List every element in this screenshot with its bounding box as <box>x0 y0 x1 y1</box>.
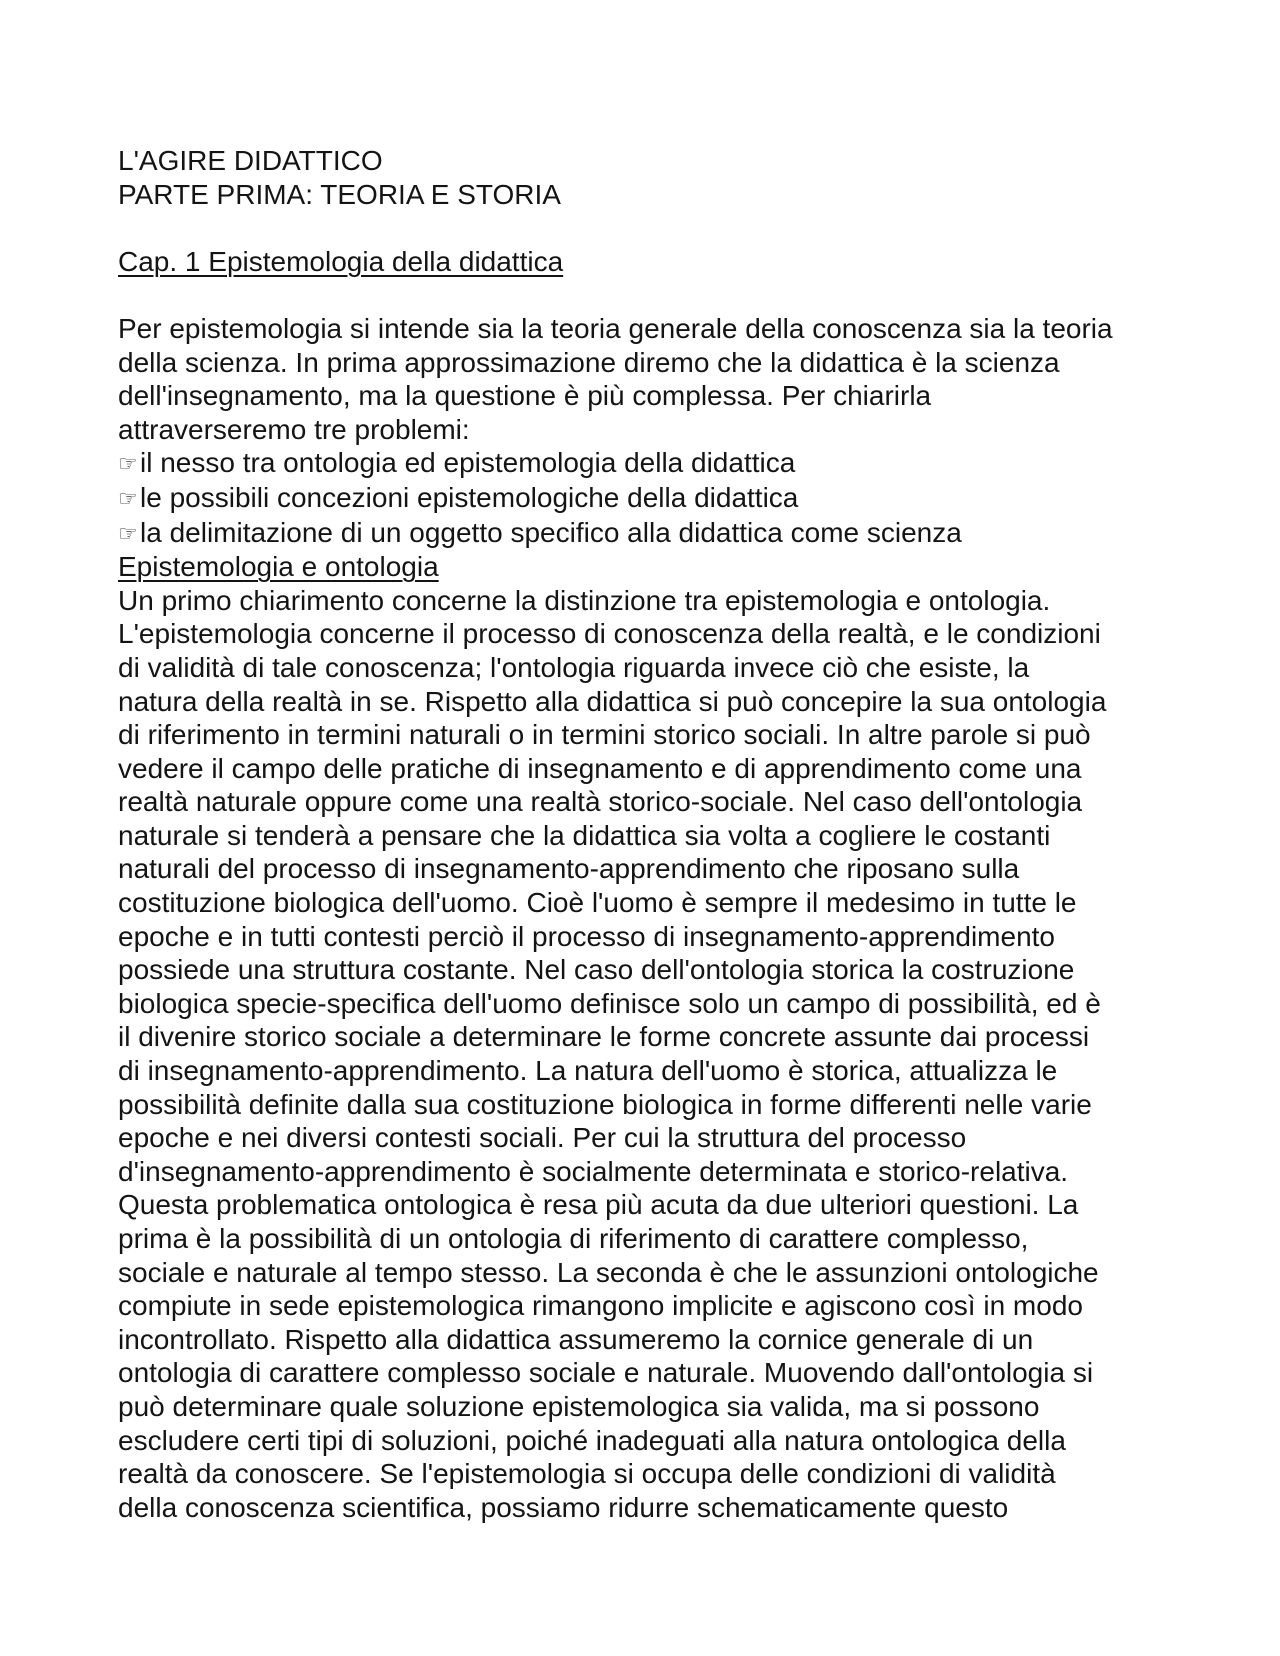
paragraph-line: vedere il campo delle pratiche di insegnamento e di apprendimento come una <box>118 752 1082 784</box>
paragraph-line: attraverseremo tre problemi: <box>118 413 470 445</box>
paragraph-line: L'epistemologia concerne il processo di conoscenza della realtà, e le condizioni <box>118 618 1101 650</box>
paragraph-line: della scienza. In prima approssimazione diremo che la didattica è la scienza <box>118 346 1060 378</box>
paragraph-line: Per epistemologia si intende sia la teoria generale della conoscenza sia la teoria <box>118 312 1113 344</box>
spacer <box>118 278 1198 312</box>
paragraph-line: realtà naturale oppure come una realtà storico-sociale. Nel caso dell'ontologia <box>118 786 1083 818</box>
paragraph-line: il divenire storico sociale a determinare le forme concrete assunte dai processi <box>118 1021 1090 1053</box>
list-item-text: il nesso tra ontologia ed epistemologia della didattica <box>140 447 796 479</box>
paragraph-line: Questa problematica ontologica è resa più acuta da due ulteriori questioni. La <box>118 1189 1079 1221</box>
intro-paragraph <box>118 312 1198 446</box>
pointing-hand-icon: ☞ <box>118 451 138 477</box>
bullet-list <box>118 446 1198 550</box>
pointing-hand-icon: ☞ <box>118 485 138 511</box>
paragraph-line: naturale si tenderà a pensare che la didattica sia volta a cogliere le costanti <box>118 819 1051 851</box>
paragraph-line: sociale e naturale al tempo stesso. La seconda è che le assunzioni ontologiche <box>118 1256 1099 1288</box>
section-heading: Epistemologia e ontologia <box>118 551 439 583</box>
body-paragraph <box>118 584 1198 1525</box>
paragraph-line: dell'insegnamento, ma la questione è più complessa. Per chiarirla <box>118 380 932 412</box>
paragraph-line: epoche e nei diversi contesti sociali. Per cui la struttura del processo <box>118 1122 967 1154</box>
paragraph-line: escludere certi tipi di soluzioni, poiché inadeguati alla natura ontologica della <box>118 1424 1066 1456</box>
paragraph-line: costituzione biologica dell'uomo. Cioè l'uomo è sempre il medesimo in tutte le <box>118 887 1077 919</box>
list-item-text: la delimitazione di un oggetto specifico alla didattica come scienza <box>140 516 962 548</box>
paragraph-line: compiute in sede epistemologica rimangono implicite e agiscono così in modo <box>118 1290 1083 1322</box>
document-page <box>118 144 1198 1524</box>
paragraph-line: realtà da conoscere. Se l'epistemologia si occupa delle condizioni di validità <box>118 1458 1056 1490</box>
paragraph-line: può determinare quale soluzione epistemologica sia valida, ma si possono <box>118 1390 1040 1422</box>
list-item-text: le possibili concezioni epistemologiche della didattica <box>140 481 799 513</box>
chapter-heading: Cap. 1 Epistemologia della didattica <box>118 245 564 277</box>
paragraph-line: di insegnamento-apprendimento. La natura dell'uomo è storica, attualizza le <box>118 1055 1058 1087</box>
paragraph-line: biologica specie-specifica dell'uomo definisce solo un campo di possibilità, ed è <box>118 987 1101 1019</box>
document-subtitle: PARTE PRIMA: TEORIA E STORIA <box>118 178 561 210</box>
paragraph-line: d'insegnamento-apprendimento è socialmente determinata e storico-relativa. <box>118 1155 1069 1187</box>
paragraph-line: della conoscenza scientifica, possiamo ridurre schematicamente questo <box>118 1491 1009 1523</box>
paragraph-line: incontrollato. Rispetto alla didattica assumeremo la cornice generale di un <box>118 1323 1034 1355</box>
spacer <box>118 211 1198 245</box>
list-item <box>118 516 1198 551</box>
paragraph-line: naturali del processo di insegnamento-apprendimento che riposano sulla <box>118 853 1020 885</box>
document-title: L'AGIRE DIDATTICO <box>118 145 383 176</box>
paragraph-line: di riferimento in termini naturali o in termini storico sociali. In altre parole si può <box>118 719 1091 751</box>
paragraph-line: prima è la possibilità di un ontologia di riferimento di carattere complesso, <box>118 1223 1029 1254</box>
paragraph-line: epoche e in tutti contesti perciò il processo di insegnamento-apprendimento <box>118 920 1056 952</box>
paragraph-line: ontologia di carattere complesso sociale e naturale. Muovendo dall'ontologia si <box>118 1357 1094 1389</box>
paragraph-line: natura della realtà in se. Rispetto alla didattica si può concepire la sua ontologia <box>118 685 1107 717</box>
list-item <box>118 481 1198 516</box>
paragraph-line: di validità di tale conoscenza; l'ontologia riguarda invece ciò che esiste, la <box>118 651 1030 683</box>
paragraph-line: possiede una struttura costante. Nel caso dell'ontologia storica la costruzione <box>118 954 1075 986</box>
paragraph-line: Un primo chiarimento concerne la distinzione tra epistemologia e ontologia. <box>118 584 1051 616</box>
pointing-hand-icon: ☞ <box>118 520 138 546</box>
paragraph-line: possibilità definite dalla sua costituzione biologica in forme differenti nelle varie <box>118 1088 1092 1120</box>
list-item <box>118 446 1198 481</box>
